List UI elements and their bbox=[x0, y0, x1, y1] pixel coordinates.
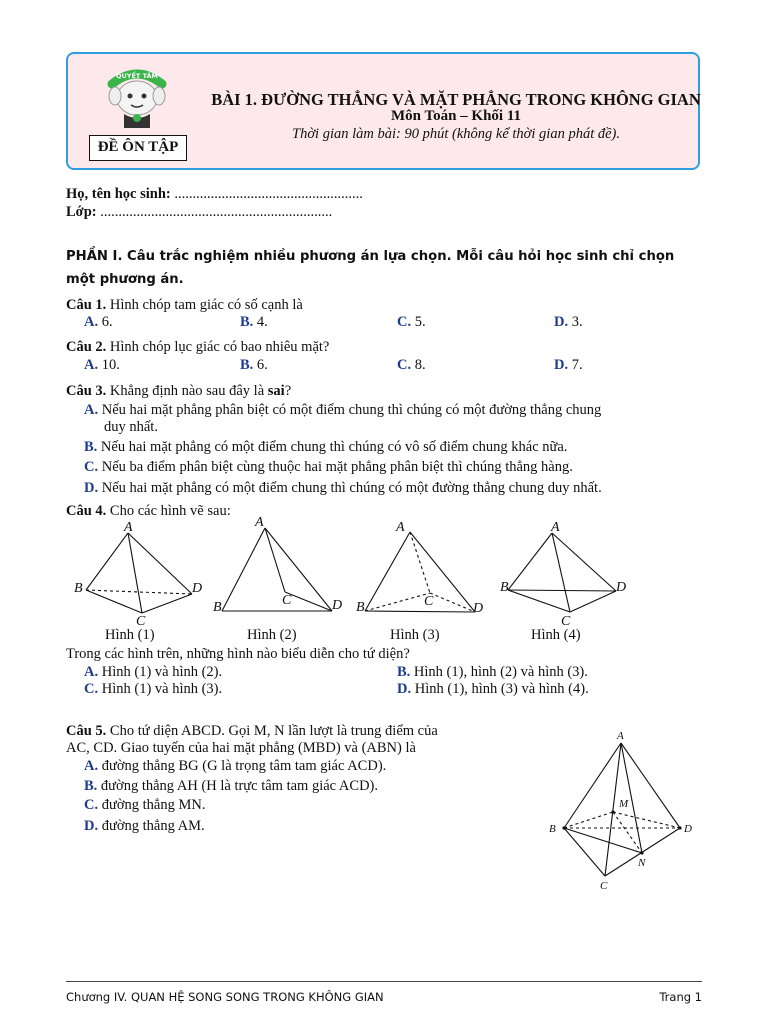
fig4-label-b: B bbox=[500, 580, 509, 595]
fig3-label-c: C bbox=[424, 594, 434, 609]
question-4-prompt: Trong các hình trên, những hình nào biểu diễn cho tứ diện? bbox=[66, 646, 410, 662]
student-name-label: Họ, tên học sinh: bbox=[66, 186, 171, 202]
q5-answer-c[interactable]: C. đường thẳng MN. bbox=[84, 797, 206, 813]
svg-text:QUYẾT TÂM: QUYẾT TÂM bbox=[115, 72, 159, 80]
question-3: Câu 3. Khẳng định nào sau đây là sai? bbox=[66, 383, 292, 399]
q5-answer-a[interactable]: A. đường thẳng BG (G là trọng tâm tam giác ACD). bbox=[84, 758, 387, 774]
question-1-label: Câu 1. bbox=[66, 297, 107, 313]
q3-answer-c[interactable]: C. Nếu ba điểm phân biệt cùng thuộc hai mặt phẳng phân biệt thì chúng thẳng hàng. bbox=[84, 459, 573, 475]
fig4-label-c: C bbox=[561, 614, 571, 629]
question-2 bbox=[66, 339, 329, 356]
caption-figure-4: Hình (4) bbox=[531, 627, 581, 643]
fig1-label-d: D bbox=[192, 581, 203, 596]
question-5 bbox=[66, 723, 438, 740]
time-note: Thời gian làm bài: 90 phút (không kể thời gian phát đề). bbox=[292, 126, 620, 142]
q3-answer-a[interactable]: A. Nếu hai mặt phẳng phân biệt có một điểm chung thì chúng có một đường thẳng chung bbox=[84, 402, 602, 418]
question-4-label: Câu 4. bbox=[66, 503, 107, 519]
subject-line: Môn Toán – Khối 11 bbox=[390, 108, 522, 124]
question-2-text: Hình chóp lục giác có bao nhiêu mặt? bbox=[109, 339, 330, 355]
q2-answer-d[interactable]: D. 7. bbox=[554, 357, 583, 373]
footer-page-number: Trang 1 bbox=[659, 990, 702, 1004]
q3-answer-a-cont: duy nhất. bbox=[104, 419, 158, 435]
q5-label-m: M bbox=[619, 798, 629, 810]
student-name-dots: .................................................... bbox=[174, 186, 363, 202]
question-5-line1: Cho tứ diện ABCD. Gọi M, N lần lượt là trung điểm của bbox=[109, 723, 438, 739]
student-class-dots: ................................................................ bbox=[100, 204, 333, 220]
q3-answer-b[interactable]: B. Nếu hai mặt phẳng có một điểm chung thì chúng có vô số điểm chung khác nữa. bbox=[84, 439, 568, 455]
q5-label-b: B bbox=[549, 823, 556, 835]
q5-label-d: D bbox=[684, 823, 692, 835]
fig1-label-a: A bbox=[124, 520, 133, 535]
q4-answer-c[interactable]: C. Hình (1) và hình (3). bbox=[84, 681, 223, 697]
q1-answer-d[interactable]: D. 3. bbox=[554, 314, 583, 330]
q4-answer-d[interactable]: D. Hình (1), hình (3) và hình (4). bbox=[397, 681, 589, 697]
figure-4 bbox=[508, 533, 616, 612]
q4-answer-a[interactable]: A. Hình (1) và hình (2). bbox=[84, 664, 223, 680]
student-class-label: Lớp: bbox=[66, 204, 97, 220]
q5-answer-b[interactable]: B. đường thẳng AH (H là trực tâm tam giác ACD). bbox=[84, 778, 379, 794]
caption-figure-1: Hình (1) bbox=[105, 627, 155, 643]
q2-answer-b[interactable]: B. 6. bbox=[240, 357, 268, 373]
q4-answer-b[interactable]: B. Hình (1), hình (2) và hình (3). bbox=[397, 664, 588, 680]
fig4-label-a: A bbox=[551, 520, 560, 535]
fig3-label-a: A bbox=[396, 520, 405, 535]
q1-answer-c[interactable]: C. 5. bbox=[397, 314, 426, 330]
question-3-label: Câu 3. bbox=[66, 383, 107, 399]
figure-1 bbox=[86, 533, 192, 613]
fig3-label-d: D bbox=[473, 601, 484, 616]
q1-answer-b[interactable]: B. 4. bbox=[240, 314, 268, 330]
figure-3 bbox=[365, 532, 475, 612]
question-2-label: Câu 2. bbox=[66, 339, 107, 355]
fig2-label-a: A bbox=[255, 515, 264, 530]
student-name-field[interactable] bbox=[66, 186, 363, 203]
q3-answer-d[interactable]: D. Nếu hai mặt phẳng có một điểm chung thì chúng có một đường thẳng chung duy nhất. bbox=[84, 480, 602, 496]
fig2-label-b: B bbox=[213, 600, 222, 615]
question-5-label: Câu 5. bbox=[66, 723, 107, 739]
question-4-text: Cho các hình vẽ sau: bbox=[109, 503, 231, 519]
fig1-label-b: B bbox=[74, 581, 83, 596]
q5-tetrahedron-figure bbox=[540, 725, 720, 900]
fig4-label-d: D bbox=[616, 580, 627, 595]
part1-heading: PHẦN I. Câu trắc nghiệm nhiều phương án lựa chọn. Mỗi câu hỏi học sinh chỉ chọn một phương án. bbox=[66, 249, 675, 287]
fig1-label-c: C bbox=[136, 614, 146, 629]
exam-badge: ĐỀ ÔN TẬP bbox=[89, 135, 187, 161]
footer-chapter: Chương IV. QUAN HỆ SONG SONG TRONG KHÔNG GIAN bbox=[66, 990, 384, 1004]
q5-label-c: C bbox=[600, 880, 608, 892]
page-title: BÀI 1. ĐƯỜNG THẲNG VÀ MẶT PHẲNG TRONG KHÔNG GIAN bbox=[211, 90, 701, 109]
mascot-logo bbox=[100, 58, 174, 132]
q5-answer-d[interactable]: D. đường thẳng AM. bbox=[84, 818, 205, 834]
student-class-field[interactable] bbox=[66, 204, 332, 221]
q4-figures bbox=[60, 515, 660, 630]
fig2-label-c: C bbox=[282, 593, 292, 608]
q5-label-a: A bbox=[617, 730, 624, 742]
fig3-label-b: B bbox=[356, 600, 365, 615]
q2-answer-c[interactable]: C. 8. bbox=[397, 357, 426, 373]
figure-2 bbox=[222, 528, 332, 611]
question-1-text: Hình chóp tam giác có số cạnh là bbox=[109, 297, 303, 313]
footer-divider bbox=[66, 981, 702, 982]
q5-label-n: N bbox=[638, 857, 646, 869]
caption-figure-2: Hình (2) bbox=[247, 627, 297, 643]
question-5-line2: AC, CD. Giao tuyến của hai mặt phẳng (MBD) và (ABN) là bbox=[66, 740, 416, 756]
question-1 bbox=[66, 297, 303, 314]
question-3-emphasis: sai bbox=[267, 383, 285, 399]
q2-answer-a[interactable]: A. 10. bbox=[84, 357, 120, 373]
fig2-label-d: D bbox=[332, 598, 343, 613]
q1-answer-a[interactable]: A. 6. bbox=[84, 314, 113, 330]
caption-figure-3: Hình (3) bbox=[390, 627, 440, 643]
